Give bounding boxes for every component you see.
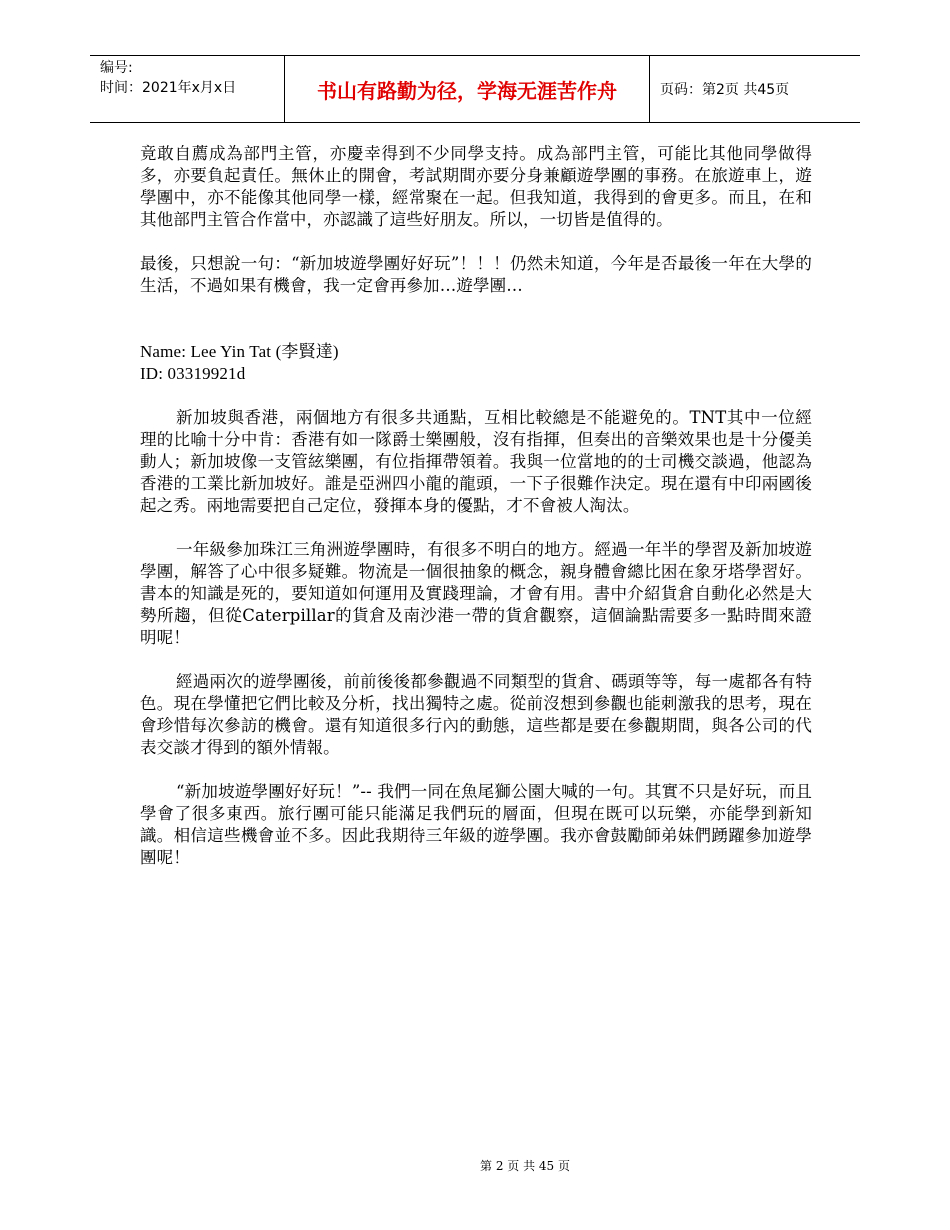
author-name: Name: Lee Yin Tat (李賢達) (140, 342, 339, 361)
header-page-info: 页码：第2页 共45页 (660, 82, 790, 98)
author-block (140, 341, 812, 385)
paragraph: 一年級參加珠江三角洲遊學團時，有很多不明白的地方。經過一年半的學習及新加坡遊學團，解答了心中很多疑難。物流是一個很抽象的概念，親身體會總比困在象牙塔學習好。書本的知識是死的，要知道如何運用及實踐理論，才會有用。書中介紹貨倉自動化必然是大勢所趨，但從Caterpillar的貨倉及南沙港一帶的貨倉觀察，這個論點需要多一點時間來證明呢！ (140, 540, 812, 647)
paragraph: 新加坡與香港，兩個地方有很多共通點，互相比較總是不能避免的。TNT其中一位經理的比喻十分中肯：香港有如一隊爵士樂團般，沒有指揮，但奏出的音樂效果也是十分優美動人；新加坡像一支管絃樂團，有位指揮帶領着。我與一位當地的的士司機交談過，他認為香港的工業比新加坡好。誰是亞洲四小龍的龍頭，一下子很難作決定。現在還有中印兩國後起之秀。兩地需要把自己定位，發揮本身的優點，才不會被人淘汰。 (140, 408, 812, 515)
header-motto: 书山有路勤为径，学海无涯苦作舟 (285, 56, 650, 122)
page-header (90, 55, 860, 123)
paragraph: 最後，只想說一句：“新加坡遊學團好好玩”！！！仍然未知道，今年是否最後一年在大學的生活，不過如果有機會，我一定會再參加…遊學團… (140, 254, 812, 295)
paragraph: “新加坡遊學團好好玩！”-- 我們一同在魚尾獅公園大喊的一句。其實不只是好玩，而且學會了很多東西。旅行團可能只能滿足我們玩的層面，但現在既可以玩樂，亦能學到新知識。相信這些機會並不多。因此我期待三年級的遊學團。我亦會鼓勵師弟妹們踴躍參加遊學團呢！ (140, 782, 812, 867)
paragraph: 竟敢自薦成為部門主管，亦慶幸得到不少同學支持。成為部門主管，可能比其他同學做得多，亦要負起責任。無休止的開會，考試期間亦要分身兼顧遊學團的事務。在旅遊車上，遊學團中，亦不能像其他同學一樣，經常聚在一起。但我知道，我得到的會更多。而且，在和其他部門主管合作當中，亦認識了這些好朋友。所以，一切皆是值得的。 (140, 144, 812, 229)
page-footer: 第 2 页 共 45 页 (480, 1159, 570, 1173)
document-body (140, 143, 812, 891)
paragraph: 經過兩次的遊學團後，前前後後都參觀過不同類型的貨倉、碼頭等等，每一處都各有特色。現在學懂把它們比較及分析，找出獨特之處。從前沒想到參觀也能刺激我的思考，現在會珍惜每次參訪的機會。還有知道很多行內的動態，這些都是要在參觀期間，與各公司的代表交談才得到的額外情報。 (140, 672, 812, 757)
time-label: 时间：2021年x月x日 (100, 80, 237, 96)
header-meta (90, 56, 285, 122)
author-id: ID: 03319921d (140, 364, 246, 383)
number-label: 编号: (100, 60, 133, 76)
